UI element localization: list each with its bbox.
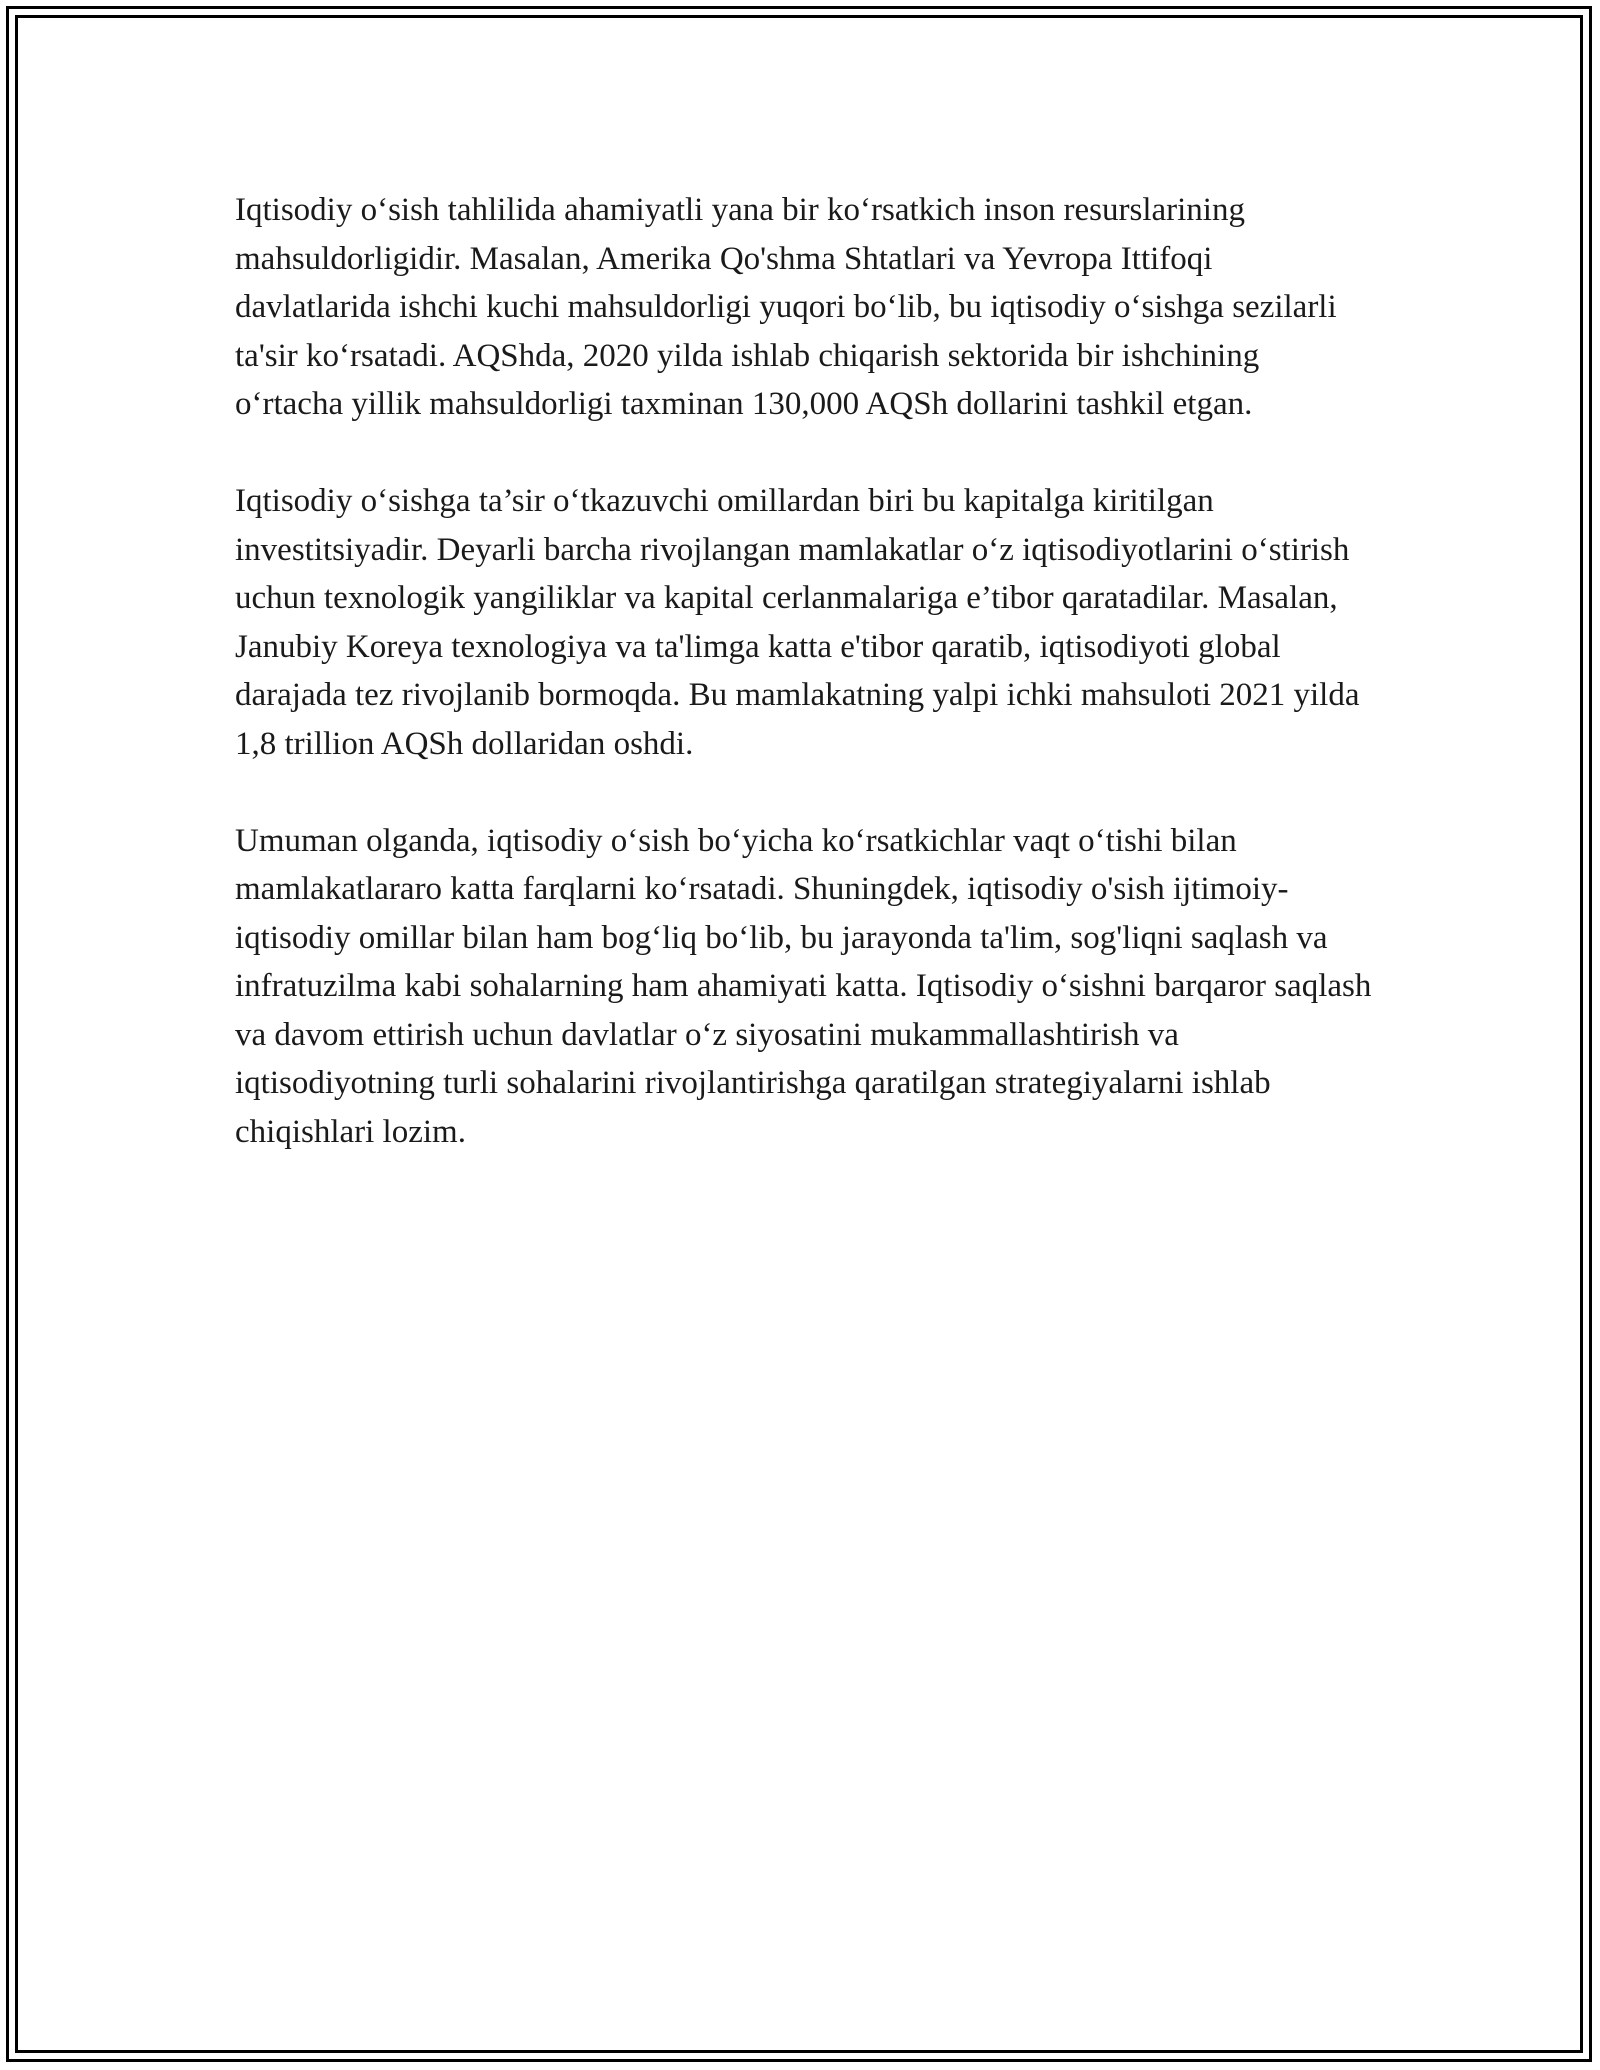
paragraph-productivity: Iqtisodiy o‘sish tahlilida ahamiyatli yana bir ko‘rsatkich inson resurslarining mahsuldorligidir. Masalan, Amerika Qo'shma Shtatlari va Yevropa Ittifoqi davlatlarida ishchi kuchi mahsuldorligi yuqori bo‘lib, bu iqtisodiy o‘sishga sezilarli ta'sir ko‘rsatadi. AQShda, 2020 yilda ishlab chiqarish sektorida bir ishchining o‘rtacha yillik mahsuldorligi taxminan 130,000 AQSh dollarini tashkil etgan. bbox=[235, 192, 1337, 422]
paragraph-investment: Iqtisodiy o‘sishga ta’sir o‘tkazuvchi omillardan biri bu kapitalga kiritilgan investitsiyadir. Deyarli barcha rivojlangan mamlakatlar o‘z iqtisodiyotlarini o‘stirish uchun texnologik yangiliklar va kapital cerlanmalariga e’tibor qaratadilar. Masalan, Janubiy Koreya texnologiya va ta'limga katta e'tibor qaratib, iqtisodiyoti global darajada tez rivojlanib bormoqda. Bu mamlakatning yalpi ichki mahsuloti 2021 yilda 1,8 trillion AQSh dollaridan oshdi. bbox=[235, 483, 1360, 762]
document-body bbox=[235, 186, 1375, 1205]
paragraph-conclusion: Umuman olganda, iqtisodiy o‘sish bo‘yicha ko‘rsatkichlar vaqt o‘tishi bilan mamlakatlararo katta farqlarni ko‘rsatadi. Shuningdek, iqtisodiy o'sish ijtimoiy-iqtisodiy omillar bilan ham bog‘liq bo‘lib, bu jarayonda ta'lim, sog'liqni saqlash va infratuzilma kabi sohalarning ham ahamiyati katta. Iqtisodiy o‘sishni barqaror saqlash va davom ettirish uchun davlatlar o‘z siyosatini mukammallashtirish va iqtisodiyotning turli sohalarini rivojlantirishga qaratilgan strategiyalarni ishlab chiqishlari lozim. bbox=[235, 822, 1372, 1150]
